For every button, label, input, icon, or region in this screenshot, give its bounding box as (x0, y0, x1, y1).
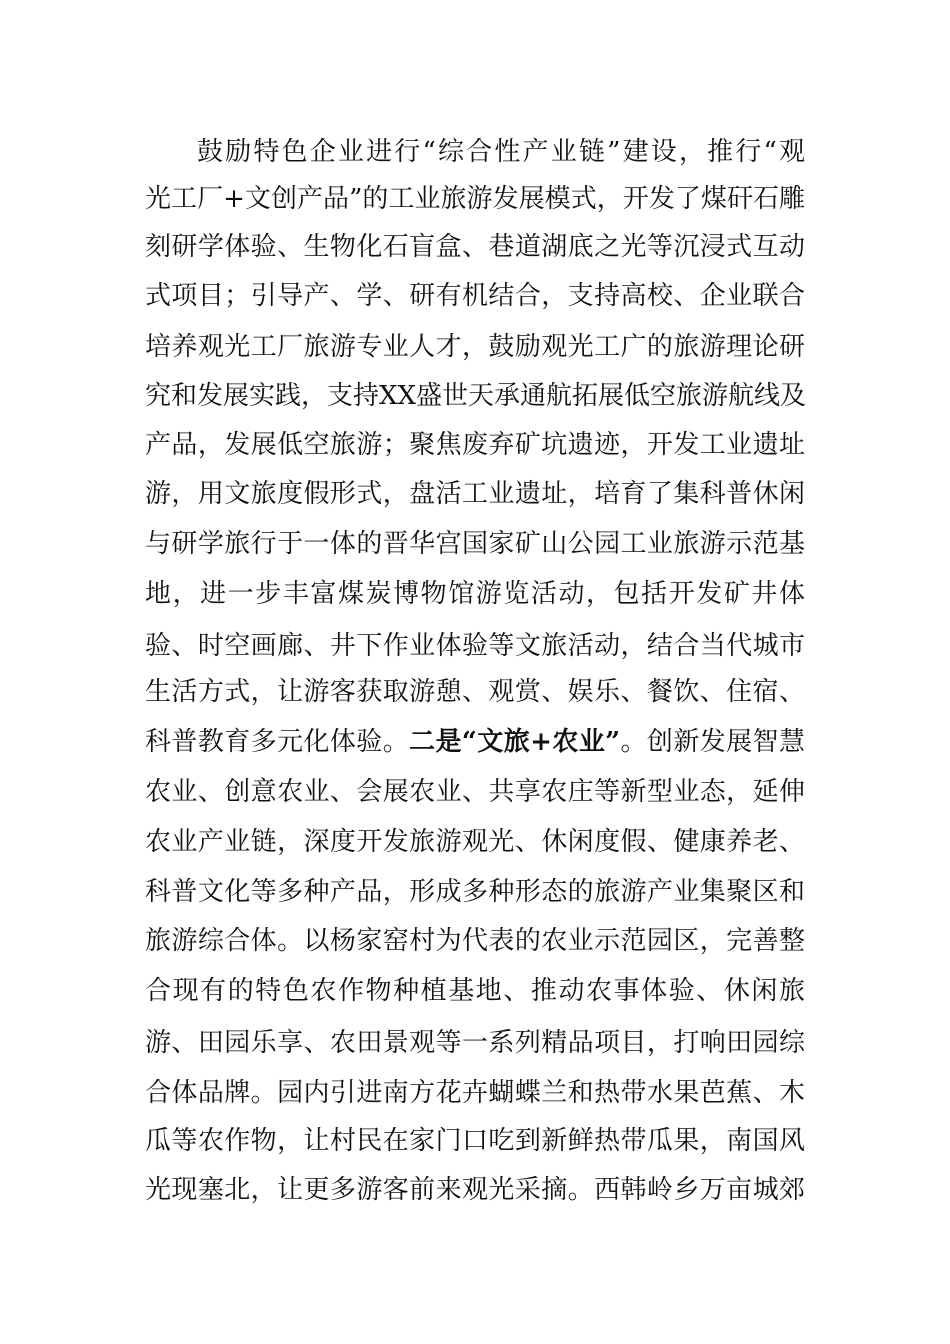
text-line: 游，用文旅度假形式，盘活工业遗址，培育了集科普休闲 (145, 479, 805, 509)
text-line (145, 720, 805, 764)
text-segment: 科普教育多元化体验。 (145, 727, 410, 757)
text-line: 合现有的特色农作物种植基地、推动农事体验、休闲旅 (145, 976, 805, 1006)
text-line: 光工厂+文创产品”的工业旅游发展模式，开发了煤矸石雕 (145, 184, 805, 214)
text-line: 鼓励特色企业进行“综合性产业链”建设，推行“观 (197, 137, 805, 167)
text-line: 地，进一步丰富煤炭博物馆游览活动，包括开发矿井体 (145, 579, 805, 609)
section-heading-inline: 二是“文旅+农业” (409, 727, 621, 757)
text-line: 农业产业链，深度开发旅游观光、休闲度假、健康养老、 (145, 827, 805, 857)
text-line: 农业、创意农业、会展农业、共享农庄等新型业态，延伸 (145, 777, 805, 807)
text-segment: 。创新发展智慧 (620, 727, 805, 757)
text-line: 瓜等农作物，让村民在家门口吃到新鲜热带瓜果，南国风 (145, 1126, 805, 1156)
text-line: 旅游综合体。以杨家窑村为代表的农业示范园区，完善整 (145, 926, 805, 956)
text-line: 产品，发展低空旅游；聚焦废弃矿坑遗迹，开发工业遗址 (145, 430, 805, 460)
text-line: 究和发展实践，支持XX盛世天承通航拓展低空旅游航线及 (145, 381, 807, 411)
text-line: 刻研学体验、生物化石盲盒、巷道湖底之光等沉浸式互动 (145, 232, 805, 262)
text-line: 生活方式，让游客获取游憩、观赏、娱乐、餐饮、住宿、 (145, 677, 805, 707)
text-line: 培养观光工厂旅游专业人才，鼓励观光工广的旅游理论研 (145, 332, 805, 362)
text-line: 科普文化等多种产品，形成多种形态的旅游产业集聚区和 (145, 877, 805, 907)
text-line: 式项目；引导产、学、研有机结合，支持高校、企业联合 (145, 281, 805, 311)
text-line: 与研学旅行于一体的晋华宫国家矿山公园工业旅游示范基 (145, 529, 805, 559)
text-line: 合体品牌。园内引进南方花卉蝴蝶兰和热带水果芭蕉、木 (145, 1078, 805, 1108)
text-line: 游、田园乐享、农田景观等一系列精品项目，打响田园综 (145, 1028, 805, 1058)
text-line: 验、时空画廊、井下作业体验等文旅活动，结合当代城市 (145, 631, 805, 661)
text-line: 光现塞北，让更多游客前来观光采摘。西韩岭乡万亩城郊 (145, 1175, 805, 1205)
